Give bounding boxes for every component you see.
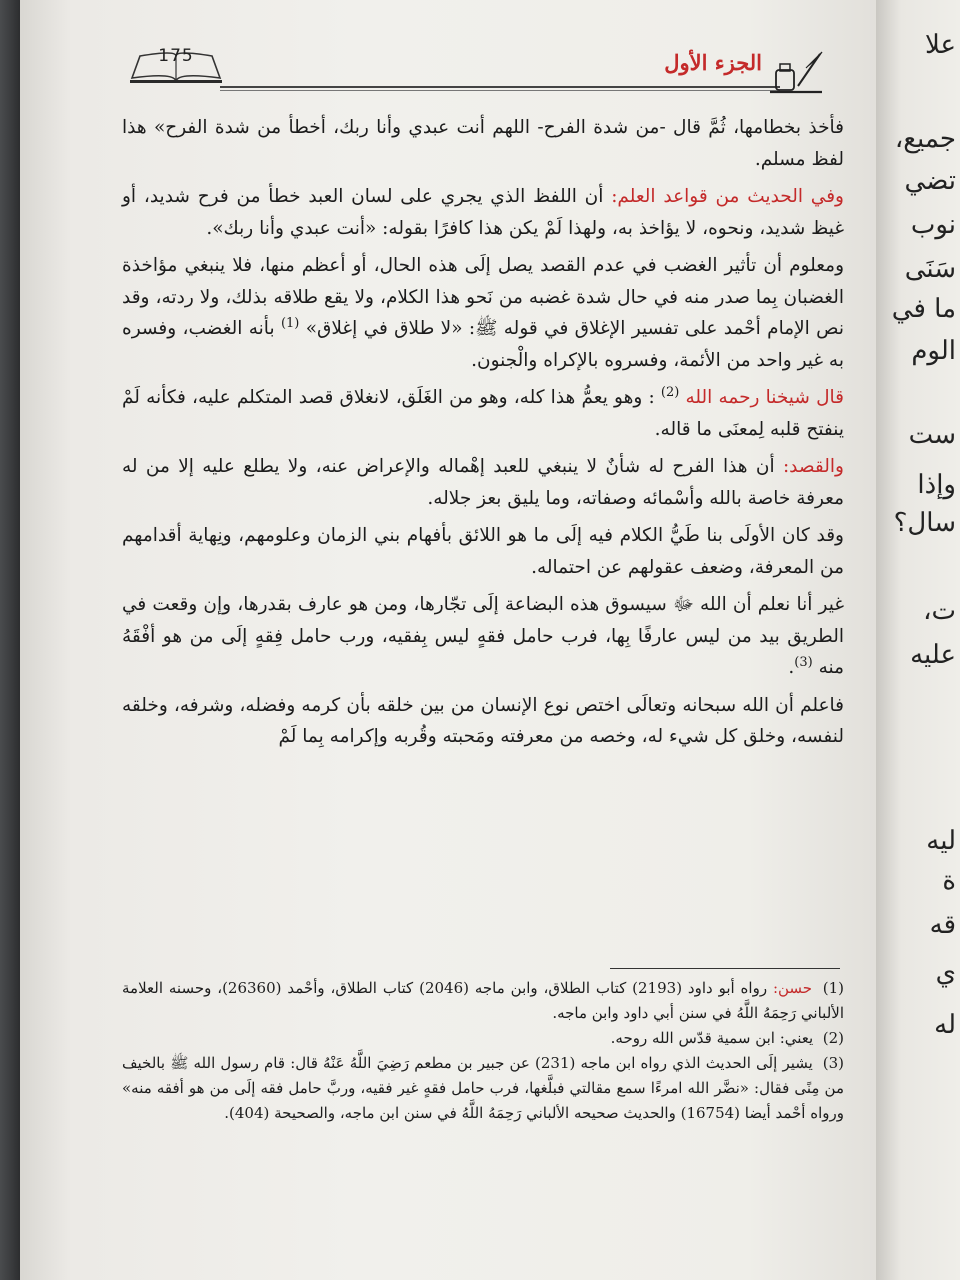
paragraph: والقصد: أن هذا الفرح له شأنٌ لا ينبغي للعبد إهْماله والإعراض عنه، ولا يطلع عليه إلا من له معرفة خاصة بالله وأسْمائه وصفاته، وما يليق بعز جلاله.: [122, 456, 844, 509]
adjacent-text: وإذا: [917, 470, 956, 500]
inkpot-quill-icon: [768, 50, 824, 94]
paragraph: وقد كان الأولَى بنا طَيُّ الكلام فيه إلَى ما هو اللائق بأفهام بني الزمان وعلومهم، ونِهاية أقدامهم من المعرفة، وضعف عقولهم عن احتماله.: [122, 525, 844, 578]
paragraph: غير أنا نعلم أن الله ﷻ سيسوق هذه البضاعة إلَى تجّارها، ومن هو عارف بقدرها، وإن وقعت في الطريق بيد من ليس عارفًا بِها، فرب حامل فقهٍ ليس بِفقيه، ورب حامل فِقهٍ إلَى من هو أفْقَهُ منه $^{(3)}$.: [122, 594, 844, 678]
adjacent-text: سَنَى: [904, 254, 956, 284]
footnote-ref[interactable]: (2): [660, 384, 680, 400]
adjacent-text: له: [934, 1010, 956, 1040]
footnote-number: (2): [822, 1029, 844, 1047]
paragraph: فأخذ بخطامها، ثُمَّ قال -من شدة الفرح- اللهم أنت عبدي وأنا ربك، أخطأ من شدة الفرح» هذا لفظ مسلم.: [122, 117, 844, 170]
paragraph: ومعلوم أن تأثير الغضب في عدم القصد يصل إلَى هذه الحال، أو أعظم منها، فلا ينبغي مؤاخذة الغضبان بِما صدر منه في حال شدة غضبه من نَحو هذا الكلام، ولا يقع طلاقه بذلك، ولا ردته، وقد نص الإمام أحْمد على تفسير الإغلاق في قوله ﷺ: «لا طلاق في إغلاق» $^{(1)}$ بأنه الغضب، وفسره به غير واحد من الأئمة، وفسروه بالإكراه والْجنون.: [122, 255, 844, 371]
adjacent-text: ليه: [926, 826, 956, 856]
book-page: [20, 0, 876, 1280]
adjacent-text: تضي: [904, 166, 956, 196]
adjacent-text: ة: [942, 866, 956, 896]
adjacent-text: ما في: [891, 294, 956, 324]
adjacent-text: الوم: [911, 336, 956, 366]
table-surface: [0, 0, 20, 1280]
footnote-ref[interactable]: (3): [794, 654, 813, 670]
footnote-number: (3): [822, 1054, 844, 1072]
paragraph: قال شيخنا رحمه الله $^{(2)}$ : وهو يعمُّ هذا كله، وهو من الغَلَق، لانغلاق قصد المتكلم عليه، فكأنه لَمْ ينفتح قلبه لِمعنَى ما قاله.: [122, 384, 844, 440]
section-label: والقصد:: [782, 456, 844, 477]
section-label: وفي الحديث من قواعد العلم:: [611, 186, 844, 207]
adjacent-text: علا: [924, 30, 956, 60]
adjacent-text: ت،: [923, 596, 956, 626]
header-rule: [220, 86, 780, 88]
footnote-3: (3) يشير إلَى الحديث الذي رواه ابن ماجه (231) عن جبير بن مطعم رَضِيَ اللَّهُ عَنْهُ قال: قام رسول الله ﷺ بالخيف من مِنًى فقال: «نضَّر الله امرءًا سمع مقالتي فبلَّغها، فرب حامل فقهٍ غير فقيه، وربَّ حامل فقه إلَى من هو أفقه منه» ورواه أحْمد أيضا (16754) والحديث صحيحه الألباني رَحِمَهُ اللَّهُ في سنن ابن ماجه، والصحيحة (404).: [122, 1051, 844, 1126]
main-text: [122, 112, 844, 759]
paragraph: فاعلم أن الله سبحانه وتعالَى اختص نوع الإنسان من بين خلقه بأن كرمه وفضله، وشرفه، وخلقه لنفسه، وخلق كل شيء له، وخصه من معرفته ومَحبته وقُربه وإكرامه بِما لَمْ: [122, 694, 844, 747]
paragraph: وفي الحديث من قواعد العلم: أن اللفظ الذي يجري على لسان العبد خطأ من فرح شديد، أو غيظ شديد، ونحوه، لا يؤاخذ به، ولهذا لَمْ يكن هذا كافرًا بقوله: «أنت عبدي وأنا ربك».: [122, 186, 844, 239]
adjacent-text: ست: [908, 420, 956, 450]
page-number: 175: [158, 46, 194, 66]
footnotes: [122, 976, 844, 1126]
header-rule-thin: [220, 90, 780, 91]
footnote-1: (1) حسن: رواه أبو داود (2193) كتاب الطلاق، وابن ماجه (2046) كتاب الطلاق، وأحْمد (26360)، وحسنه العلامة الألباني رَحِمَهُ اللَّهُ في سنن أبي داود وابن ماجه.: [122, 976, 844, 1026]
footnote-2: (2) يعني: ابن سمية قدّس الله روحه.: [122, 1026, 844, 1051]
adjacent-text: ي: [935, 958, 956, 988]
part-title: الجزء الأول: [664, 50, 762, 75]
footnote-ref[interactable]: (1): [280, 315, 300, 331]
footnote-grade-label: حسن:: [772, 979, 813, 997]
adjacent-text: عليه: [910, 640, 956, 670]
section-label: قال شيخنا رحمه الله: [685, 387, 844, 408]
footnote-divider: [610, 968, 840, 969]
adjacent-page-edge: [876, 0, 960, 1280]
adjacent-text: سال؟: [893, 508, 956, 538]
adjacent-text: نوب: [910, 210, 956, 240]
adjacent-text: قه: [929, 910, 956, 940]
footnote-number: (1): [822, 979, 844, 997]
page-header: [120, 42, 840, 102]
adjacent-text: جميع،: [894, 124, 956, 154]
